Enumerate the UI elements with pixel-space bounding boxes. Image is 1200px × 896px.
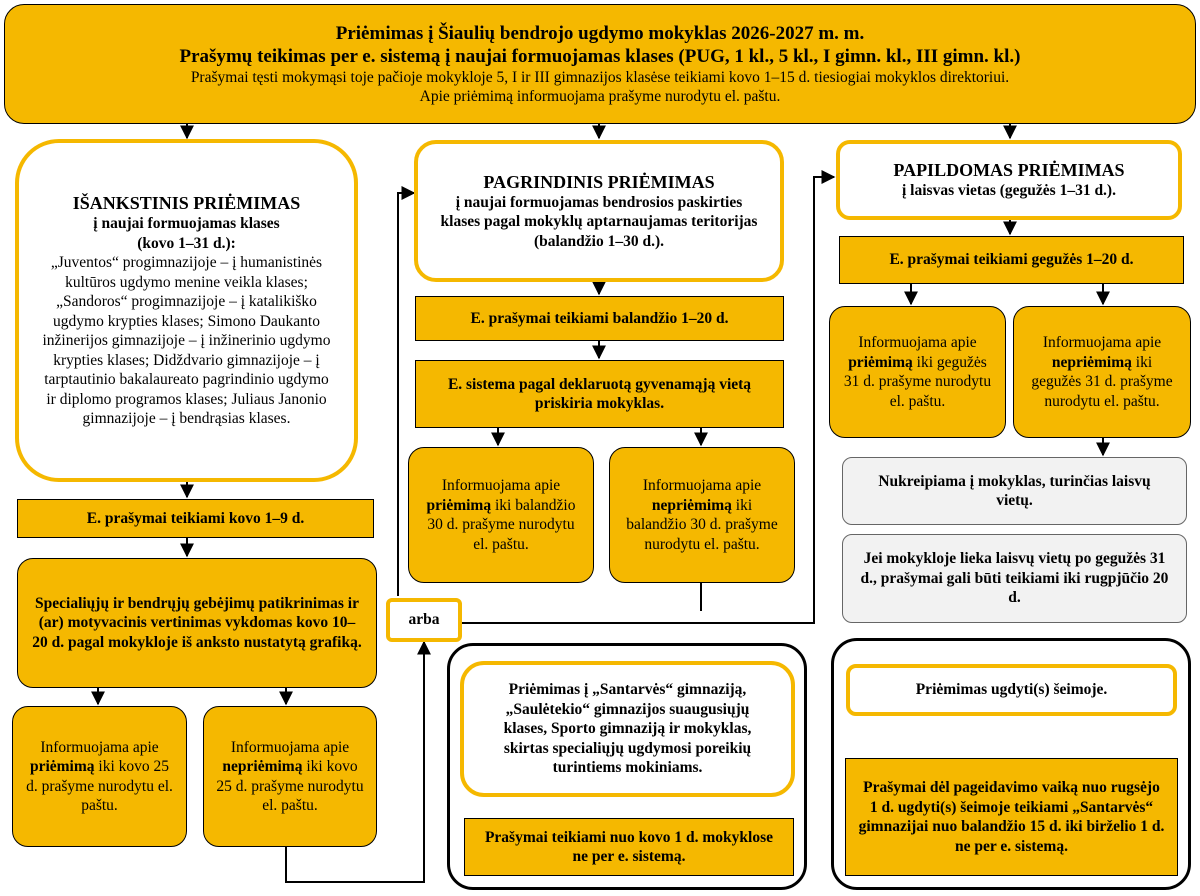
header-note-2: Apie priėmimą informuojama prašyme nurodytu el. paštu. — [419, 88, 781, 105]
left-test-text: Specialiųjų ir bendrųjų gebėjimų patikrinimas ir (ar) motyvacinis vertinimas vykdomas kovo 10–20 d. pagal mokykloje iš anksto nustatytą grafiką. — [32, 594, 362, 651]
right-reject-box — [1013, 306, 1191, 438]
right-submit-text: E. prašymai teikiami gegužės 1–20 d. — [889, 251, 1134, 269]
left-submit-box — [17, 499, 374, 538]
middle-reject-text: Informuojama apie nepriėmimą iki balandžio 30 d. prašyme nurodytu el. paštu. — [626, 477, 778, 553]
middle-accept-bold: priėmimą — [426, 496, 492, 514]
header-title: Priėmimas į Šiaulių bendrojo ugdymo mokyklas 2026-2027 m. m. — [335, 22, 865, 44]
header-box — [4, 4, 1196, 124]
middle-accept-text: Informuojama apie priėmimą iki balandžio 30 d. prašyme nurodytu el. paštu. — [426, 477, 576, 553]
middle-assign-text: E. sistema pagal deklaruotą gyvenamąją vietą priskiria mokyklas. — [447, 375, 752, 412]
middle-submit-box — [415, 296, 784, 341]
left-accept-bold: priėmimą — [29, 758, 95, 775]
left-accept-text: Informuojama apie priėmimą iki kovo 25 d. prašyme nurodytu el. paštu. — [26, 738, 173, 814]
advance-admission-title: IŠANKSTINIS PRIĖMIMAS — [72, 193, 301, 214]
left-accept-box — [12, 706, 187, 847]
middle-submit-text: E. prašymai teikiami balandžio 1–20 d. — [470, 309, 729, 327]
family-title-box — [846, 664, 1177, 716]
or-box — [386, 598, 462, 642]
right-reject-text: Informuojama apie nepriėmimą iki gegužės 31 d. prašyme nurodytu el. paštu. — [1031, 334, 1173, 410]
advance-admission-sub2: (kovo 1–31 d.): — [137, 234, 236, 252]
right-accept-bold: priėmimą — [848, 353, 913, 371]
redirect-box — [842, 457, 1187, 525]
special-admission-text: Priėmimas į „Santarvės“ gimnaziją, „Saulėtekio“ gimnazijos suaugusiųjų klases, Sporto gimnaziją ir mokyklas, skirtas specialiųjų ugdymosi poreikių turintiems mokiniams. — [503, 681, 752, 777]
redirect-text: Nukreipiama į mokyklas, turinčias laisvų vietų. — [878, 472, 1151, 509]
middle-assign-box — [415, 360, 784, 428]
main-admission-period: (balandžio 1–30 d.). — [533, 232, 665, 250]
right-reject-bold: nepriėmimą — [1051, 353, 1132, 371]
free-places-text: Jei mokykloje lieka laisvų vietų po gegužės 31 d., prašymai gali būti teikiami iki rugpjūčio 20 d. — [860, 550, 1169, 607]
family-desc-box — [845, 758, 1178, 876]
left-test-box — [17, 558, 377, 688]
header-subtitle: Prašymų teikimas per e. sistemą į naujai formuojamas klases (PUG, 1 kl., 5 kl., I gimn. kl., III gimn. kl.) — [179, 45, 1021, 67]
middle-reject-box — [609, 447, 795, 583]
special-submit-text: Prašymai teikiami nuo kovo 1 d. mokyklose ne per e. sistemą. — [484, 828, 774, 865]
right-accept-box — [829, 306, 1006, 438]
left-reject-bold: nepriėmimą — [222, 758, 303, 775]
main-admission-desc: į naujai formuojamas bendrosios paskirties klases pagal mokyklų aptarnaujamas teritorijas — [440, 193, 758, 231]
right-accept-text: Informuojama apie priėmimą iki gegužės 31 d. prašyme nurodytu el. paštu. — [843, 334, 992, 410]
middle-reject-bold: nepriėmimą — [651, 496, 732, 514]
or-label: arba — [408, 611, 440, 629]
main-admission-title: PAGRINDINIS PRIĖMIMAS — [483, 171, 715, 192]
advance-admission-box — [15, 139, 358, 482]
additional-admission-title: PAPILDOMAS PRIĖMIMAS — [893, 160, 1125, 181]
left-submit-text: E. prašymai teikiami kovo 1–9 d. — [86, 509, 305, 527]
left-reject-box — [203, 706, 377, 847]
family-desc-text: Prašymai dėl pageidavimo vaiką nuo rugsėjo 1 d. ugdyti(s) šeimoje teikiami „Santarvės“ gimnazijai nuo balandžio 15 d. iki birželio 1 d. ne per e. sistemą. — [858, 779, 1165, 855]
header-note-1: Prašymai tęsti mokymąsi toje pačioje mokykloje 5, I ir III gimnazijos klasėse teikiami kovo 1–15 d. tiesiogiai mokyklos direktoriui. — [190, 68, 1010, 86]
family-title-text: Priėmimas ugdyti(s) šeimoje. — [915, 681, 1108, 699]
advance-admission-desc: „Juventos“ progimnazijoje – į humanistinės kultūros ugdymo menine veikla klases; „Sandoros“ progimnazijoje – į katalikiško ugdymo krypties klases; Simono Daukanto inžinerijos gimnazijoje – į inžinerinio ugdymo krypties klases; Didždvario gimnazijoje – į tarptautinio bakalaureato pagrindinio ugdymo ir diplomo programos klases; Juliaus Janonio gimnazijoje – į bendrąsias klases. — [42, 254, 331, 428]
additional-admission-desc: į laisvas vietas (gegužės 1–31 d.). — [902, 182, 1116, 200]
main-admission-box — [414, 140, 784, 282]
advance-admission-sub1: į naujai formuojamas klases — [93, 215, 280, 233]
left-reject-text: Informuojama apie nepriėmimą iki kovo 25 d. prašyme nurodytu el. paštu. — [216, 738, 364, 814]
special-admission-box — [460, 661, 795, 797]
free-places-box — [842, 534, 1187, 623]
additional-admission-box — [836, 140, 1182, 220]
right-submit-box — [839, 236, 1184, 284]
special-submit-box — [464, 818, 794, 876]
middle-accept-box — [408, 447, 594, 583]
